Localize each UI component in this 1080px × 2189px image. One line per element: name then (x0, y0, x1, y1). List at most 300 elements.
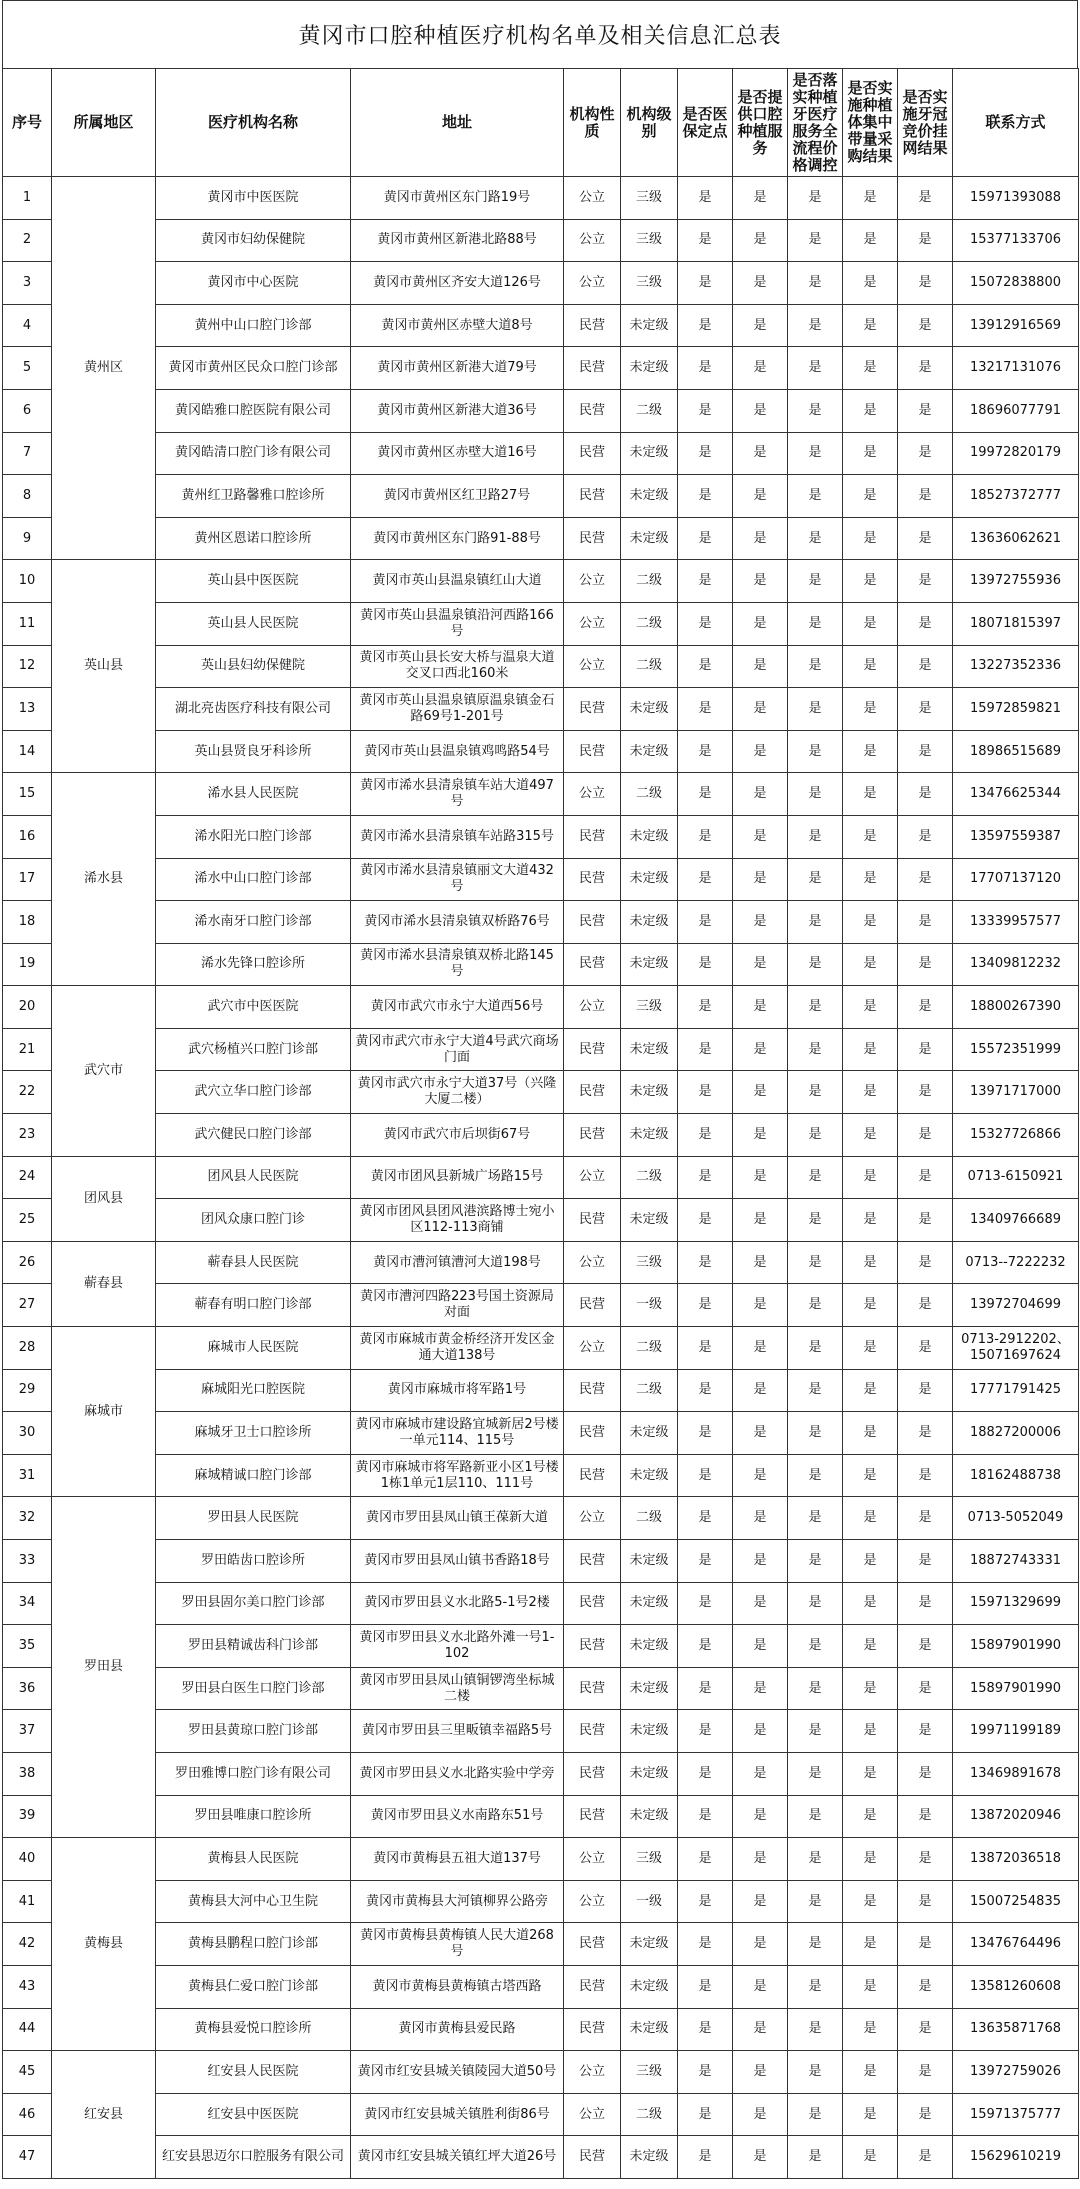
implant-service-cell: 是 (733, 1454, 788, 1497)
institution-name-cell: 黄州区恩诺口腔诊所 (156, 517, 351, 560)
institution-name-cell: 罗田皓齿口腔诊所 (156, 1540, 351, 1583)
crown-bidding-cell: 是 (898, 2093, 953, 2136)
table-row (3, 1880, 1079, 1923)
price-control-cell: 是 (788, 2008, 843, 2051)
nature-cell: 公立 (564, 986, 621, 1029)
procurement-cell: 是 (843, 901, 898, 944)
header-insurance: 是否医保定点 (678, 69, 733, 177)
seq-cell: 16 (3, 815, 52, 858)
crown-bidding-cell: 是 (898, 517, 953, 560)
address-cell: 黄冈市黄州区赤壁大道8号 (351, 304, 564, 347)
crown-bidding-cell: 是 (898, 1454, 953, 1497)
price-control-cell: 是 (788, 2136, 843, 2179)
crown-bidding-cell: 是 (898, 432, 953, 475)
region-cell: 英山县 (52, 560, 156, 773)
implant-service-cell: 是 (733, 1625, 788, 1668)
crown-bidding-cell: 是 (898, 688, 953, 731)
crown-bidding-cell: 是 (898, 1795, 953, 1838)
nature-cell: 民营 (564, 1667, 621, 1710)
price-control-cell: 是 (788, 1199, 843, 1242)
institution-name-cell: 英山县人民医院 (156, 602, 351, 645)
address-cell: 黄冈市漕河四路223号国土资源局对面 (351, 1284, 564, 1327)
implant-service-cell: 是 (733, 1028, 788, 1071)
address-cell: 黄冈市浠水县清泉镇车站路315号 (351, 815, 564, 858)
header-procurement: 是否实施种植体集中带量采购结果 (843, 69, 898, 177)
procurement-cell: 是 (843, 730, 898, 773)
table-row (3, 858, 1079, 901)
crown-bidding-cell: 是 (898, 1241, 953, 1284)
address-cell: 黄冈市罗田县凤山镇铜锣湾坐标城二楼 (351, 1667, 564, 1710)
page-title: 黄冈市口腔种植医疗机构名单及相关信息汇总表 (298, 24, 782, 49)
price-control-cell: 是 (788, 1667, 843, 1710)
seq-cell: 19 (3, 943, 52, 986)
contact-cell: 18696077791 (953, 389, 1079, 432)
contact-cell: 18986515689 (953, 730, 1079, 773)
nature-cell: 民营 (564, 1582, 621, 1625)
price-control-cell: 是 (788, 1327, 843, 1370)
seq-cell: 14 (3, 730, 52, 773)
insurance-cell: 是 (678, 389, 733, 432)
contact-cell: 0713-5052049 (953, 1497, 1079, 1540)
contact-cell: 18800267390 (953, 986, 1079, 1029)
contact-cell: 15007254835 (953, 1880, 1079, 1923)
level-cell: 三级 (621, 177, 678, 220)
table-row (3, 1752, 1079, 1795)
region-cell: 武穴市 (52, 986, 156, 1156)
header-row (3, 69, 1079, 177)
nature-cell: 公立 (564, 1497, 621, 1540)
contact-cell: 13972755936 (953, 560, 1079, 603)
table-row (3, 645, 1079, 688)
institution-name-cell: 浠水先锋口腔诊所 (156, 943, 351, 986)
table-row (3, 1625, 1079, 1668)
procurement-cell: 是 (843, 773, 898, 816)
address-cell: 黄冈市黄州区东门路19号 (351, 177, 564, 220)
crown-bidding-cell: 是 (898, 475, 953, 518)
insurance-cell: 是 (678, 730, 733, 773)
nature-cell: 公立 (564, 560, 621, 603)
seq-cell: 13 (3, 688, 52, 731)
crown-bidding-cell: 是 (898, 1369, 953, 1412)
crown-bidding-cell: 是 (898, 2136, 953, 2179)
address-cell: 黄冈市麻城市将军路新亚小区1号楼1栋1单元1层110、111号 (351, 1454, 564, 1497)
implant-service-cell: 是 (733, 1327, 788, 1370)
crown-bidding-cell: 是 (898, 1412, 953, 1455)
implant-service-cell: 是 (733, 602, 788, 645)
seq-cell: 20 (3, 986, 52, 1029)
level-cell: 未定级 (621, 1625, 678, 1668)
insurance-cell: 是 (678, 1625, 733, 1668)
institution-name-cell: 武穴杨植兴口腔门诊部 (156, 1028, 351, 1071)
insurance-cell: 是 (678, 2051, 733, 2094)
seq-cell: 32 (3, 1497, 52, 1540)
institution-name-cell: 红安县人民医院 (156, 2051, 351, 2094)
level-cell: 未定级 (621, 858, 678, 901)
price-control-cell: 是 (788, 1540, 843, 1583)
table-row (3, 1710, 1079, 1753)
implant-service-cell: 是 (733, 1369, 788, 1412)
crown-bidding-cell: 是 (898, 1625, 953, 1668)
level-cell: 未定级 (621, 901, 678, 944)
address-cell: 黄冈市黄州区新港大道36号 (351, 389, 564, 432)
crown-bidding-cell: 是 (898, 1284, 953, 1327)
institution-name-cell: 罗田县白医生口腔门诊部 (156, 1667, 351, 1710)
crown-bidding-cell: 是 (898, 1327, 953, 1370)
institution-name-cell: 英山县妇幼保健院 (156, 645, 351, 688)
insurance-cell: 是 (678, 560, 733, 603)
procurement-cell: 是 (843, 1582, 898, 1625)
institution-name-cell: 麻城牙卫士口腔诊所 (156, 1412, 351, 1455)
procurement-cell: 是 (843, 858, 898, 901)
implant-service-cell: 是 (733, 1667, 788, 1710)
seq-cell: 42 (3, 1923, 52, 1966)
insurance-cell: 是 (678, 432, 733, 475)
procurement-cell: 是 (843, 560, 898, 603)
procurement-cell: 是 (843, 1625, 898, 1668)
procurement-cell: 是 (843, 517, 898, 560)
contact-cell: 13409766689 (953, 1199, 1079, 1242)
level-cell: 三级 (621, 262, 678, 305)
table-row (3, 517, 1079, 560)
crown-bidding-cell: 是 (898, 1667, 953, 1710)
institution-name-cell: 黄冈皓清口腔门诊有限公司 (156, 432, 351, 475)
crown-bidding-cell: 是 (898, 1028, 953, 1071)
procurement-cell: 是 (843, 943, 898, 986)
price-control-cell: 是 (788, 1710, 843, 1753)
address-cell: 黄冈市黄州区赤壁大道16号 (351, 432, 564, 475)
contact-cell: 13217131076 (953, 347, 1079, 390)
level-cell: 未定级 (621, 1114, 678, 1157)
nature-cell: 民营 (564, 1028, 621, 1071)
level-cell: 未定级 (621, 1965, 678, 2008)
price-control-cell: 是 (788, 986, 843, 1029)
procurement-cell: 是 (843, 177, 898, 220)
level-cell: 未定级 (621, 1795, 678, 1838)
level-cell: 未定级 (621, 2008, 678, 2051)
level-cell: 未定级 (621, 1071, 678, 1114)
procurement-cell: 是 (843, 1838, 898, 1881)
contact-cell: 15572351999 (953, 1028, 1079, 1071)
price-control-cell: 是 (788, 304, 843, 347)
address-cell: 黄冈市黄州区红卫路27号 (351, 475, 564, 518)
insurance-cell: 是 (678, 2136, 733, 2179)
table-row (3, 602, 1079, 645)
table-row (3, 1028, 1079, 1071)
level-cell: 二级 (621, 602, 678, 645)
nature-cell: 公立 (564, 602, 621, 645)
procurement-cell: 是 (843, 1369, 898, 1412)
nature-cell: 公立 (564, 177, 621, 220)
implant-service-cell: 是 (733, 219, 788, 262)
header-price-control: 是否落实种植牙医疗服务全流程价格调控 (788, 69, 843, 177)
address-cell: 黄冈市红安县城关镇红坪大道26号 (351, 2136, 564, 2179)
price-control-cell: 是 (788, 177, 843, 220)
institution-name-cell: 浠水南牙口腔门诊部 (156, 901, 351, 944)
institution-name-cell: 罗田县固尔美口腔门诊部 (156, 1582, 351, 1625)
insurance-cell: 是 (678, 177, 733, 220)
crown-bidding-cell: 是 (898, 1497, 953, 1540)
table-row (3, 1412, 1079, 1455)
seq-cell: 31 (3, 1454, 52, 1497)
level-cell: 未定级 (621, 1540, 678, 1583)
institution-name-cell: 英山县贤良牙科诊所 (156, 730, 351, 773)
insurance-cell: 是 (678, 1412, 733, 1455)
contact-cell: 15972859821 (953, 688, 1079, 731)
insurance-cell: 是 (678, 1667, 733, 1710)
table-row (3, 1965, 1079, 2008)
implant-service-cell: 是 (733, 815, 788, 858)
title-bar (2, 0, 1078, 68)
price-control-cell: 是 (788, 773, 843, 816)
institution-name-cell: 蕲春县人民医院 (156, 1241, 351, 1284)
price-control-cell: 是 (788, 815, 843, 858)
seq-cell: 39 (3, 1795, 52, 1838)
insurance-cell: 是 (678, 2008, 733, 2051)
crown-bidding-cell: 是 (898, 389, 953, 432)
insurance-cell: 是 (678, 304, 733, 347)
table-row (3, 1199, 1079, 1242)
implant-service-cell: 是 (733, 901, 788, 944)
nature-cell: 民营 (564, 858, 621, 901)
address-cell: 黄冈市黄梅县黄梅镇人民大道268号 (351, 1923, 564, 1966)
seq-cell: 5 (3, 347, 52, 390)
institution-name-cell: 武穴立华口腔门诊部 (156, 1071, 351, 1114)
crown-bidding-cell: 是 (898, 773, 953, 816)
nature-cell: 公立 (564, 645, 621, 688)
price-control-cell: 是 (788, 1369, 843, 1412)
table-row (3, 943, 1079, 986)
contact-cell: 15971375777 (953, 2093, 1079, 2136)
contact-cell: 18827200006 (953, 1412, 1079, 1455)
institution-name-cell: 黄冈市黄州区民众口腔门诊部 (156, 347, 351, 390)
insurance-cell: 是 (678, 1071, 733, 1114)
procurement-cell: 是 (843, 219, 898, 262)
nature-cell: 民营 (564, 432, 621, 475)
procurement-cell: 是 (843, 2136, 898, 2179)
institution-name-cell: 团风县人民医院 (156, 1156, 351, 1199)
nature-cell: 民营 (564, 901, 621, 944)
nature-cell: 民营 (564, 347, 621, 390)
level-cell: 三级 (621, 1241, 678, 1284)
institution-name-cell: 浠水中山口腔门诊部 (156, 858, 351, 901)
header-seq: 序号 (3, 69, 52, 177)
nature-cell: 公立 (564, 2093, 621, 2136)
implant-service-cell: 是 (733, 1199, 788, 1242)
implant-service-cell: 是 (733, 1412, 788, 1455)
procurement-cell: 是 (843, 475, 898, 518)
institution-name-cell: 武穴健民口腔门诊部 (156, 1114, 351, 1157)
level-cell: 二级 (621, 1369, 678, 1412)
procurement-cell: 是 (843, 602, 898, 645)
header-crown-bidding: 是否实施牙冠竞价挂网结果 (898, 69, 953, 177)
table-row (3, 219, 1079, 262)
nature-cell: 民营 (564, 1625, 621, 1668)
seq-cell: 1 (3, 177, 52, 220)
seq-cell: 35 (3, 1625, 52, 1668)
implant-service-cell: 是 (733, 1114, 788, 1157)
level-cell: 未定级 (621, 943, 678, 986)
institution-name-cell: 湖北亮齿医疗科技有限公司 (156, 688, 351, 731)
table-row (3, 1497, 1079, 1540)
address-cell: 黄冈市黄州区东门路91-88号 (351, 517, 564, 560)
price-control-cell: 是 (788, 475, 843, 518)
level-cell: 未定级 (621, 1454, 678, 1497)
price-control-cell: 是 (788, 1412, 843, 1455)
insurance-cell: 是 (678, 1540, 733, 1583)
crown-bidding-cell: 是 (898, 262, 953, 305)
region-cell: 蕲春县 (52, 1241, 156, 1326)
address-cell: 黄冈市武穴市后坝街67号 (351, 1114, 564, 1157)
institution-name-cell: 红安县思迈尔口腔服务有限公司 (156, 2136, 351, 2179)
table-row (3, 1582, 1079, 1625)
crown-bidding-cell: 是 (898, 1965, 953, 2008)
institution-name-cell: 罗田县精诚齿科门诊部 (156, 1625, 351, 1668)
contact-cell: 13476764496 (953, 1923, 1079, 1966)
implant-service-cell: 是 (733, 1838, 788, 1881)
price-control-cell: 是 (788, 1156, 843, 1199)
address-cell: 黄冈市浠水县清泉镇双桥北路145号 (351, 943, 564, 986)
table-row (3, 2051, 1079, 2094)
insurance-cell: 是 (678, 943, 733, 986)
contact-cell: 13597559387 (953, 815, 1079, 858)
insurance-cell: 是 (678, 219, 733, 262)
table-row (3, 815, 1079, 858)
insurance-cell: 是 (678, 1028, 733, 1071)
table-row (3, 262, 1079, 305)
nature-cell: 民营 (564, 1369, 621, 1412)
table-row (3, 304, 1079, 347)
procurement-cell: 是 (843, 1540, 898, 1583)
insurance-cell: 是 (678, 1752, 733, 1795)
level-cell: 未定级 (621, 347, 678, 390)
contact-cell: 13636062621 (953, 517, 1079, 560)
contact-cell: 15327726866 (953, 1114, 1079, 1157)
procurement-cell: 是 (843, 986, 898, 1029)
institution-name-cell: 麻城阳光口腔医院 (156, 1369, 351, 1412)
address-cell: 黄冈市罗田县凤山镇王葆新大道 (351, 1497, 564, 1540)
price-control-cell: 是 (788, 389, 843, 432)
seq-cell: 38 (3, 1752, 52, 1795)
seq-cell: 21 (3, 1028, 52, 1071)
seq-cell: 47 (3, 2136, 52, 2179)
price-control-cell: 是 (788, 347, 843, 390)
nature-cell: 民营 (564, 475, 621, 518)
institution-name-cell: 黄梅县人民医院 (156, 1838, 351, 1881)
implant-service-cell: 是 (733, 347, 788, 390)
contact-cell: 15897901990 (953, 1625, 1079, 1668)
institution-name-cell: 黄梅县鹏程口腔门诊部 (156, 1923, 351, 1966)
implant-service-cell: 是 (733, 1710, 788, 1753)
institution-name-cell: 麻城精诚口腔门诊部 (156, 1454, 351, 1497)
header-nature: 机构性质 (564, 69, 621, 177)
nature-cell: 公立 (564, 1838, 621, 1881)
seq-cell: 33 (3, 1540, 52, 1583)
crown-bidding-cell: 是 (898, 219, 953, 262)
level-cell: 未定级 (621, 304, 678, 347)
institution-name-cell: 麻城市人民医院 (156, 1327, 351, 1370)
insurance-cell: 是 (678, 517, 733, 560)
insurance-cell: 是 (678, 262, 733, 305)
insurance-cell: 是 (678, 1156, 733, 1199)
nature-cell: 民营 (564, 2008, 621, 2051)
address-cell: 黄冈市黄州区齐安大道126号 (351, 262, 564, 305)
level-cell: 未定级 (621, 730, 678, 773)
seq-cell: 6 (3, 389, 52, 432)
table-row (3, 389, 1079, 432)
address-cell: 黄冈市武穴市永宁大道西56号 (351, 986, 564, 1029)
procurement-cell: 是 (843, 304, 898, 347)
crown-bidding-cell: 是 (898, 2051, 953, 2094)
level-cell: 二级 (621, 560, 678, 603)
crown-bidding-cell: 是 (898, 858, 953, 901)
level-cell: 三级 (621, 986, 678, 1029)
price-control-cell: 是 (788, 1582, 843, 1625)
level-cell: 未定级 (621, 1412, 678, 1455)
nature-cell: 民营 (564, 517, 621, 560)
region-cell: 浠水县 (52, 773, 156, 986)
level-cell: 一级 (621, 1284, 678, 1327)
table-row (3, 1284, 1079, 1327)
contact-cell: 15971329699 (953, 1582, 1079, 1625)
procurement-cell: 是 (843, 1965, 898, 2008)
insurance-cell: 是 (678, 645, 733, 688)
implant-service-cell: 是 (733, 262, 788, 305)
nature-cell: 民营 (564, 730, 621, 773)
address-cell: 黄冈市黄梅县爱民路 (351, 2008, 564, 2051)
level-cell: 未定级 (621, 517, 678, 560)
procurement-cell: 是 (843, 1156, 898, 1199)
table-row (3, 1327, 1079, 1370)
procurement-cell: 是 (843, 1028, 898, 1071)
nature-cell: 公立 (564, 773, 621, 816)
nature-cell: 民营 (564, 815, 621, 858)
crown-bidding-cell: 是 (898, 1710, 953, 1753)
procurement-cell: 是 (843, 347, 898, 390)
address-cell: 黄冈市浠水县清泉镇丽文大道432号 (351, 858, 564, 901)
seq-cell: 40 (3, 1838, 52, 1881)
procurement-cell: 是 (843, 1923, 898, 1966)
insurance-cell: 是 (678, 475, 733, 518)
crown-bidding-cell: 是 (898, 560, 953, 603)
contact-cell: 15377133706 (953, 219, 1079, 262)
procurement-cell: 是 (843, 645, 898, 688)
crown-bidding-cell: 是 (898, 1582, 953, 1625)
nature-cell: 公立 (564, 2051, 621, 2094)
insurance-cell: 是 (678, 1241, 733, 1284)
level-cell: 未定级 (621, 432, 678, 475)
implant-service-cell: 是 (733, 2008, 788, 2051)
header-implant-service: 是否提供口腔种植服务 (733, 69, 788, 177)
header-region: 所属地区 (52, 69, 156, 177)
address-cell: 黄冈市罗田县凤山镇书香路18号 (351, 1540, 564, 1583)
procurement-cell: 是 (843, 1199, 898, 1242)
contact-cell: 18872743331 (953, 1540, 1079, 1583)
implant-service-cell: 是 (733, 1071, 788, 1114)
insurance-cell: 是 (678, 815, 733, 858)
contact-cell: 13476625344 (953, 773, 1079, 816)
insurance-cell: 是 (678, 773, 733, 816)
seq-cell: 11 (3, 602, 52, 645)
level-cell: 三级 (621, 219, 678, 262)
address-cell: 黄冈市罗田县义水南路东51号 (351, 1795, 564, 1838)
insurance-cell: 是 (678, 2093, 733, 2136)
implant-service-cell: 是 (733, 1156, 788, 1199)
insurance-cell: 是 (678, 1497, 733, 1540)
address-cell: 黄冈市黄梅县黄梅镇古塔西路 (351, 1965, 564, 2008)
seq-cell: 28 (3, 1327, 52, 1370)
procurement-cell: 是 (843, 1710, 898, 1753)
crown-bidding-cell: 是 (898, 1114, 953, 1157)
